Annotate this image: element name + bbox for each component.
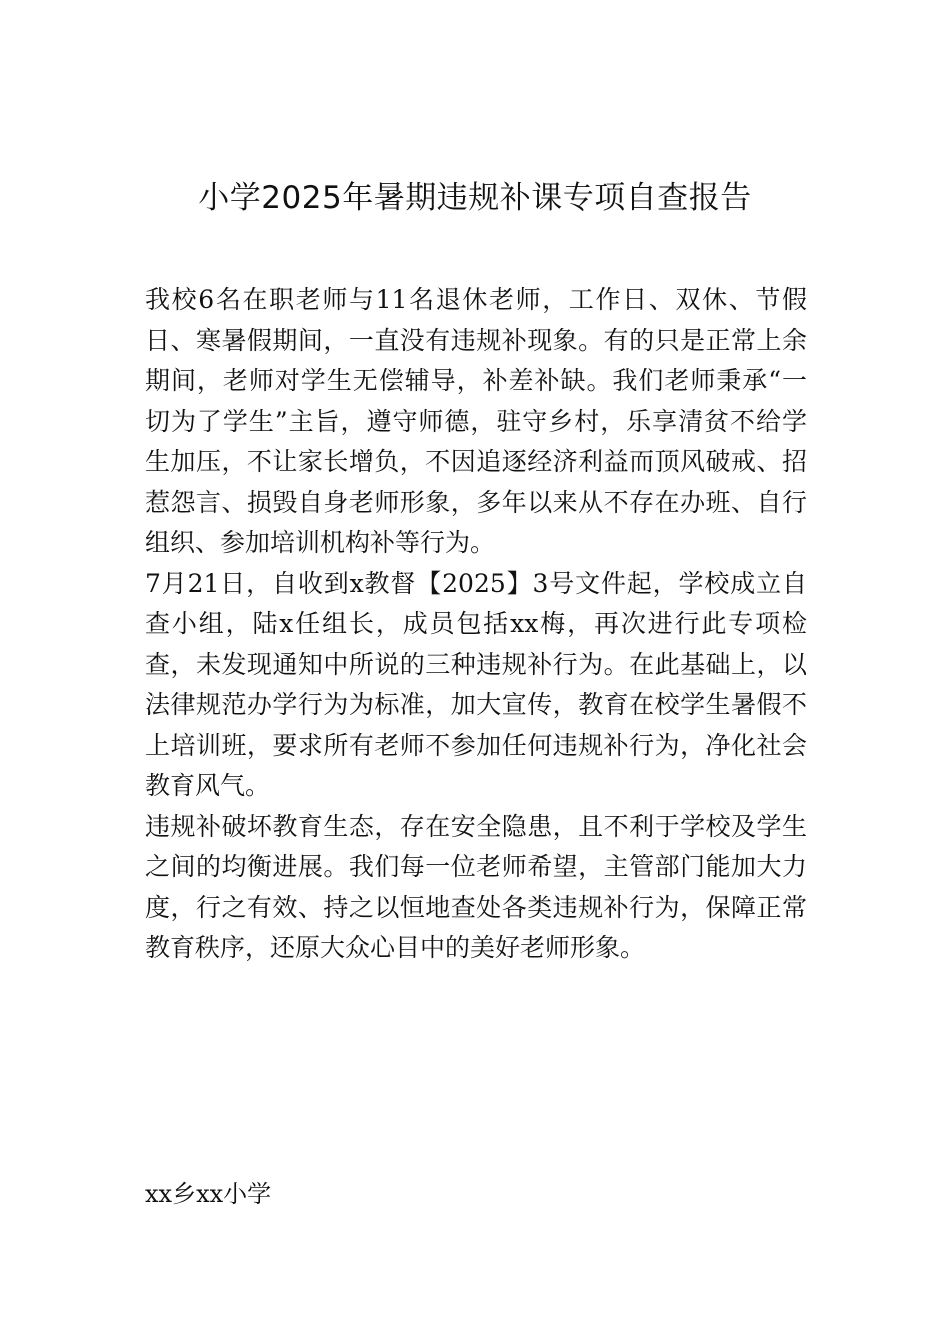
paragraph-inspection-actions: 7月21日，自收到x教督【2025】3号文件起，学校成立自查小组，陆x任组长，成员包括xx梅，再次进行此专项检查，未发现通知中所说的三种违规补行为。在此基础上，以法律规范办学行为为标准，加大宣传，教育在校学生暑假不上培训班，要求所有老师不参加任何违规补行为，净化社会教育风气。 xyxy=(145,568,807,800)
paragraph-self-check-overview: 我校6名在职老师与11名退休老师，工作日、双休、节假日、寒暑假期间，一直没有违规补现象。有的只是正常上余期间，老师对学生无偿辅导，补差补缺。我们老师秉承“一切为了学生”主旨，遵守师德，驻守乡村，乐享清贫不给学生加压，不让家长增负，不因追逐经济利益而顶风破戒、招惹怨言、损毁自身老师形象，多年以来从不存在办班、自行组织、参加培训机构补等行为。 xyxy=(145,285,807,557)
document-body xyxy=(145,280,807,969)
paragraph-appeal: 违规补破坏教育生态，存在安全隐患，且不利于学校及学生之间的均衡进展。我们每一位老师希望，主管部门能加大力度，行之有效、持之以恒地查处各类违规补行为，保障正常教育秩序，还原大众心目中的美好老师形象。 xyxy=(145,811,807,962)
document-signature: xx乡xx小学 xyxy=(145,1180,272,1208)
document-title: 小学2025年暑期违规补课专项自查报告 xyxy=(198,180,752,216)
